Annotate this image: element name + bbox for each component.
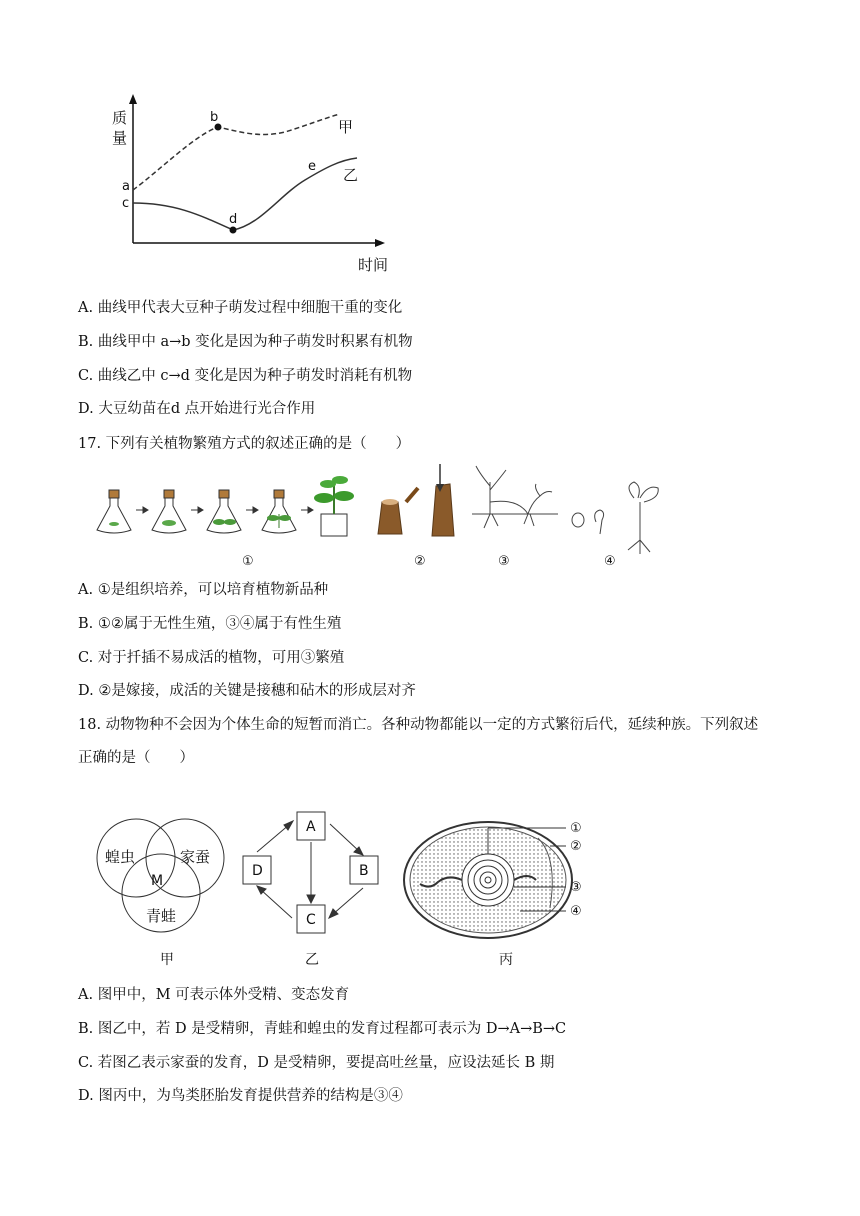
venn-set-locust: 蝗虫 [105, 848, 136, 866]
venn-center-m: M [151, 873, 164, 889]
x-axis-label: 时间 [358, 256, 389, 274]
point-e-label: e [308, 159, 316, 174]
fig-label-1: ① [242, 554, 254, 569]
seed-germination-illustration [572, 482, 658, 554]
bird-egg-diagram [404, 822, 572, 938]
q16-option-b: B. 曲线甲中 a→b 变化是因为种子萌发时积累有机物 [78, 334, 413, 350]
q17-option-d: D. ②是嫁接，成活的关键是接穗和砧木的形成层对齐 [78, 683, 416, 699]
cycle-node-c: C [306, 912, 316, 928]
cycle-node-b: B [359, 863, 369, 879]
y-axis-arrow [129, 94, 137, 104]
q18-option-b: B. 图乙中，若 D 是受精卵，青蛙和蝗虫的发育过程都可表示为 D→A→B→C [78, 1021, 567, 1037]
layering-illustration [472, 466, 558, 528]
q18-option-a: A. 图甲中，M 可表示体外受精、变态发育 [78, 987, 350, 1003]
point-c-label: c [122, 196, 130, 211]
y-axis-label-2: 量 [112, 129, 128, 147]
curve-yi [133, 158, 357, 230]
q17-option-c: C. 对于扦插不易成活的植物，可用③繁殖 [78, 650, 345, 666]
potted-seedling [314, 476, 354, 536]
fig-label-3: ③ [498, 554, 510, 569]
cycle-node-a: A [306, 819, 316, 835]
y-axis-label-1: 质 [112, 109, 128, 127]
q16-option-c: C. 曲线乙中 c→d 变化是因为种子萌发时消耗有机物 [78, 368, 413, 384]
cycle-node-d: D [252, 863, 263, 879]
q16-option-a: A. 曲线甲代表大豆种子萌发过程中细胞干重的变化 [78, 300, 403, 316]
point-d-label: d [229, 212, 238, 227]
egg-label-1: ① [570, 821, 582, 836]
fig-label-2: ② [414, 554, 426, 569]
mass-time-graph [100, 90, 400, 280]
q18-stem-line2: 正确的是（ ） [78, 750, 194, 766]
x-axis-arrow [375, 239, 385, 247]
curve-yi-label: 乙 [343, 166, 359, 184]
egg-caption: 丙 [499, 952, 513, 968]
point-b-label: b [210, 110, 219, 125]
curve-jia-label: 甲 [338, 118, 354, 136]
curve-jia [133, 114, 340, 190]
point-a-label: a [122, 179, 130, 194]
q18-option-d: D. 图丙中，为鸟类胚胎发育提供营养的结构是③④ [78, 1088, 403, 1104]
venn-set-silkworm: 家蚕 [180, 848, 211, 866]
plant-propagation-figure [88, 462, 688, 572]
animal-reproduction-figures [88, 808, 608, 974]
egg-label-4: ④ [570, 904, 582, 919]
q16-option-d: D. 大豆幼苗在d 点开始进行光合作用 [78, 401, 316, 417]
point-d-dot [230, 227, 237, 234]
q17-stem: 17. 下列有关植物繁殖方式的叙述正确的是（ ） [78, 436, 411, 452]
q17-option-b: B. ①②属于无性生殖，③④属于有性生殖 [78, 616, 342, 632]
fig-label-4: ④ [604, 554, 616, 569]
grafting-illustration [378, 464, 454, 536]
q17-option-a: A. ①是组织培养，可以培育植物新品种 [78, 582, 329, 598]
egg-label-3: ③ [570, 880, 582, 895]
q18-option-c: C. 若图乙表示家蚕的发育，D 是受精卵，要提高吐丝量，应设法延长 B 期 [78, 1055, 555, 1071]
venn-caption: 甲 [160, 952, 174, 968]
tissue-culture-flasks [97, 490, 313, 533]
cycle-caption: 乙 [305, 952, 319, 968]
egg-label-2: ② [570, 839, 582, 854]
venn-set-frog: 青蛙 [146, 907, 177, 925]
q18-stem-line1: 18. 动物物种不会因为个体生命的短暂而消亡。各种动物都能以一定的方式繁衍后代，延续种族。下列叙述 [78, 717, 759, 733]
